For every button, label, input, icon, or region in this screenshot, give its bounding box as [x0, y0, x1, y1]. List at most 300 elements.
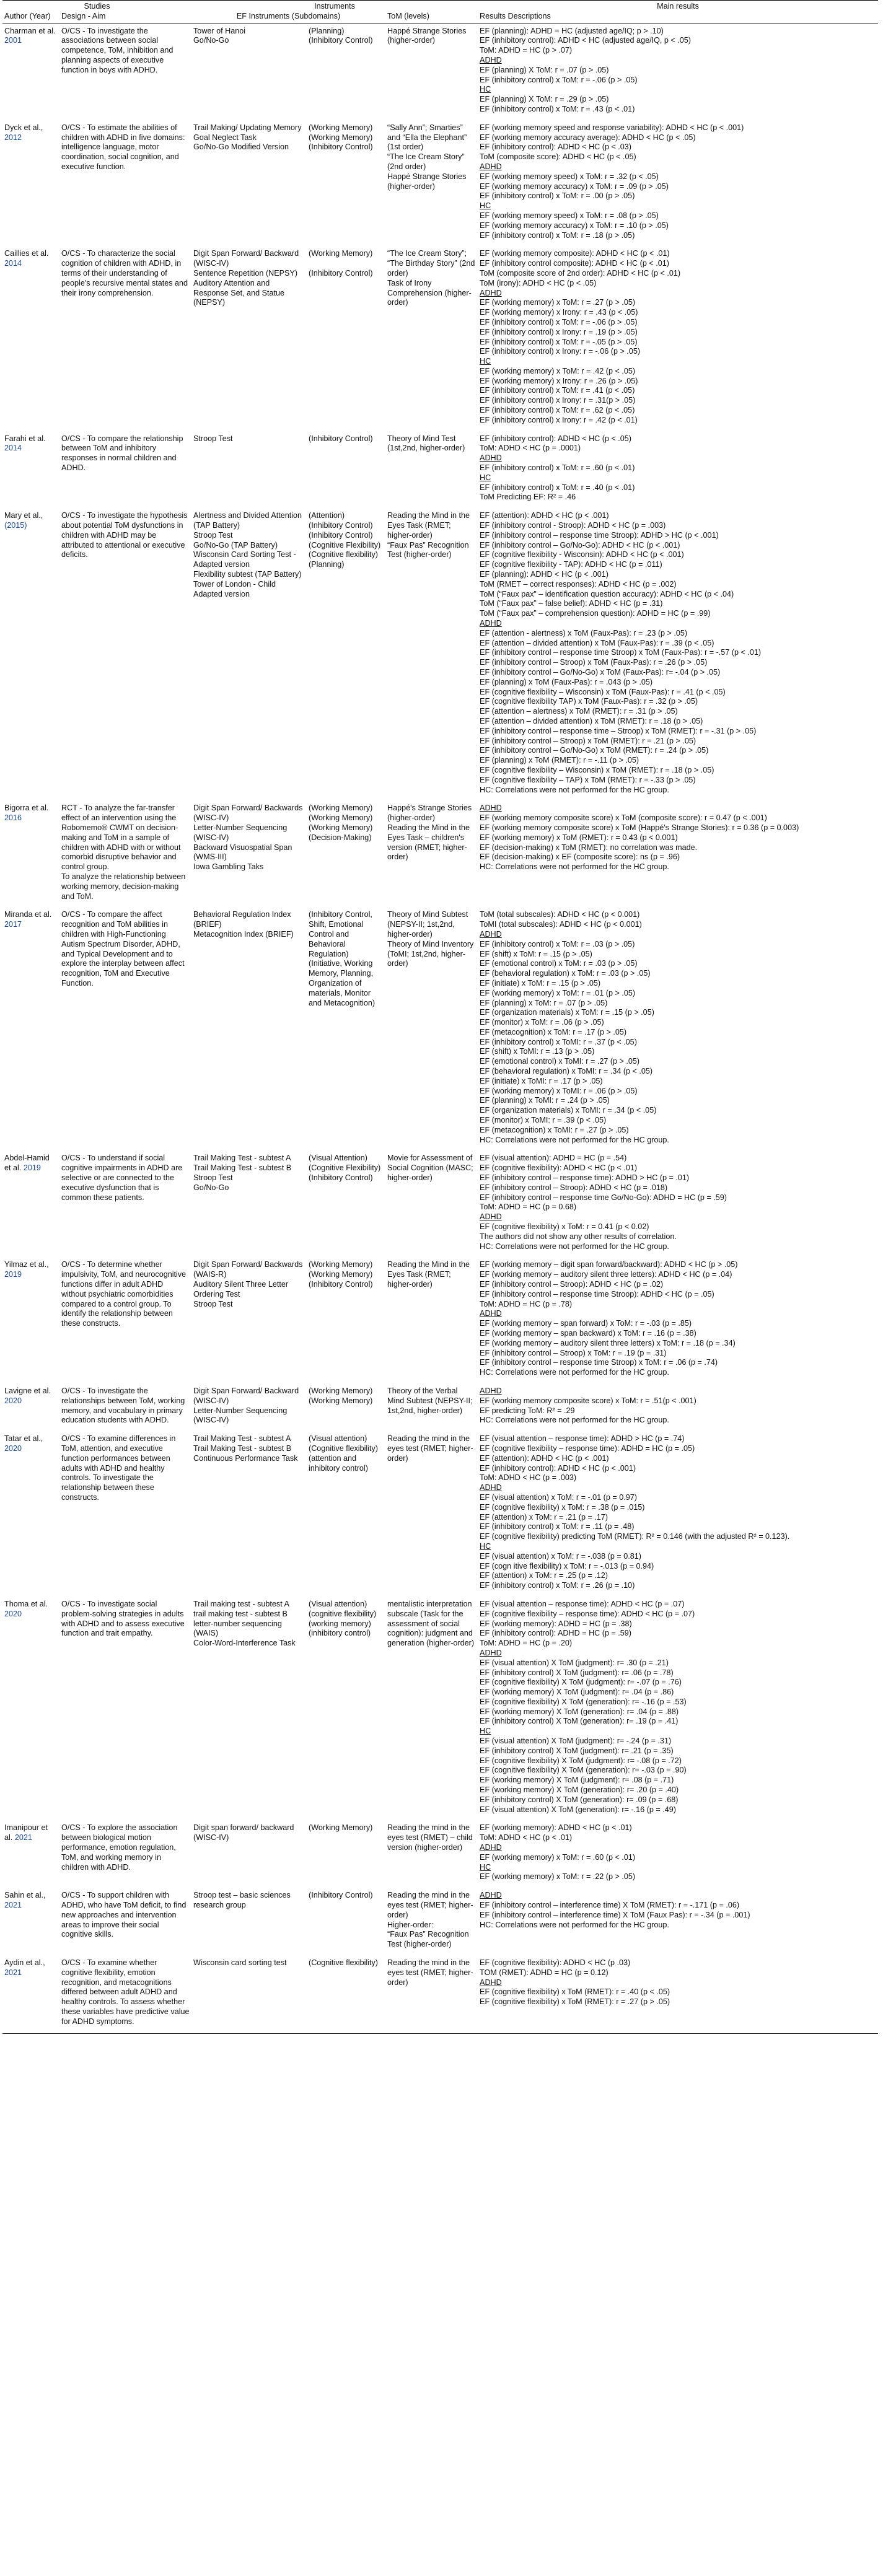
ef-instruments-cell: Digit Span Forward/ Backwards (WAIS-R) Auditory Silent Three Letter Ordering Test Stroop Test	[193, 1260, 303, 1308]
ef-subdomains-cell: (Working Memory) (Working Memory) (Inhibitory Control)	[309, 1260, 373, 1289]
tom-levels-cell: Reading the mind in the eyes test (RMET; higher-order)	[385, 1956, 478, 2033]
result-line: EF (inhibitory control): ADHD < HC (p < .001)	[480, 1463, 636, 1473]
result-line: EF (cognitive flexibility) X ToM (generation): r= -.03 (p = .90)	[480, 1766, 687, 1775]
tom-levels-cell: Happé Strange Stories (higher-order)	[387, 26, 467, 45]
tom-levels-cell: Reading the mind in the eyes test (RMET) – child version (higher-order)	[387, 1823, 473, 1852]
ef-subdomains-cell: (Working Memory) (Working Memory)	[309, 1386, 373, 1405]
result-line: EF (inhibitory control – Stroop) x ToM (Faux-Pas): r = .26 (p > .05)	[480, 658, 708, 667]
author-cell	[2, 432, 59, 509]
result-line: EF (planning) x ToMI: r = .24 (p > .05)	[480, 1096, 610, 1105]
group-label: ADHD	[480, 453, 502, 463]
result-line: EF (initiate) x ToM: r = .15 (p > .05)	[480, 978, 601, 988]
author-year-link[interactable]: 2021	[14, 1833, 32, 1842]
ef-instruments-cell: Trail making test - subtest A trail making test - subtest B letter-number sequencing (WAIS) Color-Word-Interference Task	[193, 1599, 296, 1648]
ef-subdomains-cell: (Visual attention) (Cognitive flexibility) (attention and inhibitory control)	[309, 1434, 378, 1473]
ef-subdomains-cell: (Working Memory)	[309, 1823, 373, 1833]
result-line: EF (working memory) x ToM: r = .42 (p < .05)	[480, 366, 636, 375]
author-cell	[2, 1258, 59, 1384]
group-label: HC	[480, 357, 491, 366]
ef-instruments-cell: Trail Making Test - subtest A Trail Making Test - subtest B Stroop Test Go/No-Go	[193, 1154, 292, 1192]
result-line: EF (inhibitory control) x Irony: r = .42 (p < .01)	[480, 415, 638, 424]
table-row	[2, 432, 878, 509]
col-author: Author (Year)	[2, 12, 59, 24]
author-cell	[2, 1597, 59, 1821]
result-line: EF (attention) x ToM: r = .25 (p = .12)	[480, 1571, 608, 1580]
result-line: EF (inhibitory control) x ToM: r = .00 (p > .05)	[480, 191, 635, 201]
col-design: Design - Aim	[59, 12, 191, 24]
result-line: EF (cogn itive flexibility) x ToM: r = -.013 (p = 0.94)	[480, 1561, 654, 1571]
result-line: EF (visual attention) X ToM (judgment): r= -.24 (p = .31)	[480, 1737, 672, 1746]
design-cell: O/CS - To examine whether cognitive flexibility, emotion recognition, and metacognitions differed between adult ADHD and healthy controls. To assess whether these variables have predictive value for ADHD symptoms.	[59, 1956, 191, 2033]
result-line: HC: Correlations were not performed for the HC group.	[480, 1416, 669, 1425]
ef-subdomains-cell: (Working Memory) (Working Memory) (Inhibitory Control)	[309, 123, 373, 152]
result-line: EF (cognitive flexibility) x ToM (RMET): r = .40 (p < .05)	[480, 1987, 670, 1997]
result-line: EF (inhibitory control – Stroop) x ToM (RMET): r = .21 (p > .05)	[480, 736, 696, 745]
author-name: Caillies et al.	[4, 249, 49, 258]
col-results: Results Descriptions	[478, 12, 878, 24]
result-line: EF (attention): ADHD < HC (p < .001)	[480, 1453, 609, 1463]
author-year-link[interactable]: 2014	[4, 444, 22, 453]
ef-instruments-cell: Alertness and Divided Attention (TAP Battery) Stroop Test Go/No-Go (TAP Battery) Wisconsin Card Sorting Test - Adapted version Flexibility subtest (TAP Battery) Tower of London - Child Adapted version	[193, 511, 302, 598]
table-row	[2, 1821, 878, 1888]
result-line: EF (decision-making) x ToM (RMET): no correlation was made.	[480, 843, 698, 852]
result-line: EF (working memory) X ToM (generation): r= .04 (p = .88)	[480, 1707, 679, 1716]
ef-subdomains-cell: (Inhibitory Control)	[309, 434, 373, 443]
result-line: EF (inhibitory control) X ToM (judgment): r= .06 (p = .78)	[480, 1668, 674, 1677]
results-cell	[478, 908, 878, 1151]
result-line: EF (organization materials) x ToMI: r = .34 (p < .05)	[480, 1106, 657, 1115]
result-line: EF (inhibitory control) x ToM: r = .18 (p > .05)	[480, 230, 635, 240]
author-name: Thoma et al.	[4, 1599, 48, 1608]
ef-instruments-cell: Stroop test – basic sciences research group	[193, 1891, 291, 1910]
ef-instruments-cell: Stroop Test	[193, 434, 233, 443]
result-line: ToM (“Faux pax” – comprehension question): ADHD = HC (p = .99)	[480, 609, 711, 618]
results-cell	[478, 1597, 878, 1821]
ef-subdomains-cell: (Cognitive flexibility)	[307, 1956, 385, 2033]
group-label: ADHD	[480, 1386, 502, 1395]
author-cell	[2, 121, 59, 247]
result-line: EF (inhibitory control) x ToM: r = .60 (p < .01)	[480, 463, 635, 473]
results-cell	[478, 801, 878, 908]
design-cell: O/CS - To investigate the relationships between ToM, working memory, and vocabulary in primary education students with ADHD.	[61, 1386, 185, 1425]
author-name: Aydin et al.,	[4, 1958, 45, 1968]
results-cell	[478, 121, 878, 247]
result-line: EF (shift) x ToMI: r = .13 (p > .05)	[480, 1047, 595, 1056]
results-table	[2, 0, 878, 2034]
author-year-link[interactable]: 2020	[4, 1396, 22, 1405]
result-line: EF (working memory composite score) x ToM: r = .51(p < .001)	[480, 1396, 696, 1405]
author-year-link[interactable]: 2020	[4, 1609, 22, 1618]
col-tom: ToM (levels)	[385, 12, 478, 24]
author-cell	[2, 1956, 59, 2033]
group-label: HC	[480, 1862, 491, 1872]
result-line: EF (inhibitory control – response time – Stroop) x ToM (RMET): r = -.31 (p > .05)	[480, 726, 757, 735]
result-line: The authors did not show any other results of correlation.	[480, 1232, 677, 1241]
table-row	[2, 247, 878, 431]
table-row	[2, 24, 878, 121]
result-line: EF (shift) x ToM: r = .15 (p > .05)	[480, 949, 592, 958]
result-line: HC: Correlations were not performed for the HC group.	[480, 1920, 669, 1929]
tom-levels-cell: Theory of Mind Test (1st,2nd, higher-order)	[387, 434, 465, 453]
design-cell: O/CS - To explore the association between biological motion performance, emotion regulation, ToM, and working memory in children with ADHD.	[61, 1823, 178, 1872]
author-name: Lavigne et al.	[4, 1386, 51, 1395]
design-cell: O/CS - To investigate social problem-solving strategies in adults with ADHD and to assess executive function and trait empathy.	[61, 1599, 185, 1638]
result-line: EF (inhibitory control) X ToM (generation): r= .09 (p = .68)	[480, 1795, 679, 1804]
tom-levels-cell: mentalistic interpretation subscale (Task for the assessment of social cognition): judgment and generation (higher-order)	[387, 1599, 475, 1648]
author-name: Farahi et al.	[4, 434, 46, 443]
result-line: HC: Correlations were not performed for the HC group.	[480, 1242, 669, 1251]
table-row	[2, 908, 878, 1151]
result-line: EF (working memory accuracy) x ToM: r = .10 (p > .05)	[480, 221, 669, 230]
table-row	[2, 1956, 878, 2033]
table-row	[2, 1888, 878, 1956]
design-cell: O/CS - To support children with ADHD, who have ToM deficit, to find new approaches and intervention areas to improve their social cognitive skills.	[61, 1891, 187, 1939]
ef-instruments-cell: Digit Span Forward/ Backward (WISC-IV) Sentence Repetition (NEPSY) Auditory Attention and Response Set, and Statue (NEPSY)	[193, 249, 299, 307]
result-line: EF (inhibitory control – Go/No-Go) x ToM (RMET): r = .24 (p > .05)	[480, 746, 709, 755]
result-line: ToM (“Faux pax” – false belief): ADHD < HC (p = .31)	[480, 599, 663, 608]
design-cell: RCT - To analyze the far-transfer effect of an intervention using the Robomemo® CWMT on decision-making and ToM in a sample of children with ADHD with or without comorbid disruptive behavior and control group. To analyze the relationship between working memory, decision-making and ToM.	[61, 804, 186, 901]
result-line: EF (visual attention) x ToM: r = -.01 (p = 0.97)	[480, 1492, 637, 1502]
group-label: ADHD	[480, 1309, 502, 1318]
tom-levels-cell: “The Ice Cream Story”; “The Birthday Story” (2nd order) Task of Irony Comprehension (higher-order)	[387, 249, 475, 307]
author-year-link[interactable]: 2021	[4, 1901, 22, 1910]
result-line: EF (inhibitory control) x ToMI: r = .37 (p < .05)	[480, 1037, 637, 1046]
result-line: EF (planning): ADHD = HC (adjusted age/IQ; p > .10)	[480, 26, 664, 35]
result-line: EF (emotional control) x ToM: r = .03 (p > .05)	[480, 959, 638, 968]
result-line: EF (inhibitory control – response time Stroop) x ToM (Faux-Pas): r = -.57 (p < .01)	[480, 648, 762, 657]
author-name: Bigorra et al.	[4, 804, 49, 813]
group-label: ADHD	[480, 1648, 502, 1657]
design-cell: O/CS - To compare the affect recognition and ToM abilities in children with High-Functioning Autism Spectrum Disorder, ADHD, and Typical Development and to explore the interplay between affect recognition, ToM and Executive Function.	[61, 910, 185, 988]
result-line: EF (metacognition) x ToM: r = .17 (p > .05)	[480, 1027, 627, 1036]
tom-levels-cell: Movie for Assessment of Social Cognition (MASC; higher-order)	[387, 1154, 473, 1183]
result-line: EF (working memory) X ToM (generation): r= .20 (p = .40)	[480, 1785, 679, 1795]
result-line: ToM: ADHD = HC (p = 0.68)	[480, 1203, 577, 1212]
group-header-row	[2, 1, 878, 12]
result-line: EF predicting ToM: R² = .29	[480, 1406, 575, 1415]
result-line: EF (inhibitory control - Stroop): ADHD < HC (p = .003)	[480, 521, 666, 530]
tom-levels-cell: Theory of Mind Subtest (NEPSY-II; 1st,2nd, higher-order) Theory of Mind Inventory (ToMI; 1st,2nd, higher-order)	[387, 910, 474, 968]
author-year-link[interactable]: 2014	[4, 259, 22, 268]
result-line: EF (cognitive flexibility – Wisconsin) x ToM (Faux-Pas): r = .41 (p < .05)	[480, 687, 726, 696]
design-cell: O/CS - To understand if social cognitive impairments in ADHD are selective or are connected to the executive dysfunction that is common these patients.	[61, 1154, 183, 1202]
author-year-link[interactable]: 2021	[4, 1968, 22, 1977]
result-line: EF (inhibitory control) x Irony: r = -.06 (p > .05)	[480, 347, 641, 356]
ef-instruments-cell: Wisconsin card sorting test	[191, 1956, 307, 2033]
ef-subdomains-cell: (Inhibitory Control)	[309, 1891, 373, 1900]
group-label: ADHD	[480, 162, 502, 171]
result-line: EF (inhibitory control): ADHD < HC (p < .03)	[480, 142, 632, 152]
table-row	[2, 1432, 878, 1597]
result-line: EF (working memory): ADHD = HC (p = .38)	[480, 1619, 632, 1628]
result-line: EF (working memory accuracy average): ADHD < HC (p < .05)	[480, 133, 696, 142]
result-line: EF (attention – alertness) x ToM (RMET): r = .31 (p > .05)	[480, 707, 678, 716]
result-line: EF (planning) X ToM: r = .29 (p > .05)	[480, 95, 609, 104]
result-line: EF (working memory) X ToM (judgment): r= .08 (p = .71)	[480, 1776, 674, 1785]
results-cell	[478, 247, 878, 431]
result-line: EF (inhibitory control – Go/No-Go): ADHD < HC (p < .001)	[480, 540, 680, 550]
result-line: EF (working memory composite score) x ToM (composite score): r = 0.47 (p < .001)	[480, 813, 767, 823]
author-cell	[2, 1151, 59, 1258]
group-label: ADHD	[480, 619, 502, 628]
result-line: EF (working memory speed) x ToM: r = .32 (p < .05)	[480, 172, 659, 181]
author-name: Yilmaz et al.,	[4, 1260, 49, 1269]
result-line: EF (visual attention) x ToM: r = -.038 (p = 0.81)	[480, 1551, 641, 1561]
author-cell	[2, 24, 59, 121]
result-line: EF (cognitive flexibility) x ToM (RMET): r = .27 (p > .05)	[480, 1997, 670, 2007]
group-label: ADHD	[480, 1843, 502, 1852]
ef-subdomains-cell: (Visual attention) (cognitive flexibility) (working memory) (inhibitory control)	[309, 1599, 377, 1638]
group-label: ADHD	[480, 1483, 502, 1492]
result-line: EF (organization materials) x ToM: r = .15 (p > .05)	[480, 1008, 654, 1017]
result-line: EF (inhibitory control) x ToM: r = .11 (p = .48)	[480, 1522, 635, 1531]
tom-levels-cell: Reading the mind in the eyes test (RMET; higher-order)	[387, 1434, 473, 1463]
author-year-link[interactable]: 2019	[23, 1163, 41, 1173]
column-header-row	[2, 12, 878, 24]
result-line: EF (planning) x ToM: r = .07 (p > .05)	[480, 998, 608, 1007]
author-name: Imanipour et al.	[4, 1823, 48, 1842]
group-label: HC	[480, 1727, 491, 1736]
ef-subdomains-cell: (Attention) (Inhibitory Control) (Inhibitory Control) (Cognitive Flexibility) (Cognitive flexibility) (Planning)	[309, 511, 381, 569]
result-line: ToM: ADHD < HC (p < .01)	[480, 1833, 573, 1842]
table-body	[2, 24, 878, 2033]
author-name: Sahin et al.,	[4, 1891, 46, 1900]
results-cell	[478, 1151, 878, 1258]
result-line: EF (working memory – digit span forward/backward): ADHD < HC (p > .05)	[480, 1260, 738, 1269]
result-line: EF (attention) x ToM: r = .21 (p = .17)	[480, 1512, 608, 1522]
result-line: EF (visual attention) X ToM (generation): r= -.16 (p = .49)	[480, 1805, 676, 1814]
author-year-link[interactable]: 2017	[4, 920, 22, 929]
result-line: ToM Predicting EF: R² = .46	[480, 493, 576, 502]
results-cell	[478, 509, 878, 801]
results-cell	[478, 1384, 878, 1432]
author-year-link[interactable]: 2012	[4, 133, 22, 142]
results-cell	[478, 432, 878, 509]
result-line: EF (inhibitory control) x ToM: r = -.06 (p > .05)	[480, 317, 638, 326]
result-line: EF (metacognition) x ToMI: r = .27 (p > .05)	[480, 1125, 629, 1134]
ef-instruments-cell: Trail Making Test - subtest A Trail Making Test - subtest B Continuous Performance Task	[193, 1434, 298, 1463]
table-row	[2, 1258, 878, 1384]
result-line: ToM: ADHD < HC (p = .0001)	[480, 444, 581, 453]
group-label: HC	[480, 85, 491, 94]
result-line: EF (working memory): ADHD < HC (p < .01)	[480, 1823, 632, 1833]
result-line: EF (cognitive flexibility): ADHD < HC (p .03)	[480, 1958, 631, 1968]
group-studies: Studies	[2, 1, 191, 12]
result-line: ToM: ADHD = HC (p = .20)	[480, 1639, 573, 1648]
result-line: EF (inhibitory control) x Irony: r = .19 (p > .05)	[480, 327, 638, 336]
result-line: ToM: ADHD = HC (p > .07)	[480, 46, 573, 55]
result-line: ToM (irony): ADHD < HC (p < .05)	[480, 278, 597, 287]
result-line: EF (cognitive flexibility) X ToM (judgment): r= -.07 (p = .76)	[480, 1678, 682, 1687]
group-label: ADHD	[480, 929, 502, 939]
result-line: EF (attention - alertness) x ToM (Faux-Pas): r = .23 (p > .05)	[480, 628, 688, 637]
table-row	[2, 1151, 878, 1258]
result-line: EF (working memory speed and response variability): ADHD < HC (p < .001)	[480, 123, 744, 132]
ef-instruments-cell: Tower of Hanoi Go/No-Go	[193, 26, 246, 45]
table-row	[2, 1597, 878, 1821]
result-line: EF (cognitive flexibility – response time): ADHD < HC (p = .07)	[480, 1609, 695, 1618]
result-line: EF (cognitive flexibility): ADHD < HC (p < .01)	[480, 1163, 638, 1173]
result-line: ToM (RMET – correct responses): ADHD < HC (p = .002)	[480, 579, 677, 589]
result-line: EF (working memory) x ToM (RMET): r = 0.43 (p < 0.001)	[480, 833, 678, 842]
author-name: Abdel-Hamid et al.	[4, 1154, 50, 1173]
result-line: EF (working memory composite score) x ToM (Happé's Strange Stories): r = 0.36 (p = 0.003)	[480, 823, 799, 832]
result-line: EF (cognitive flexibility) x ToM: r = 0.41 (p < 0.02)	[480, 1222, 649, 1232]
author-name: Tatar et al.,	[4, 1434, 43, 1444]
result-line: EF (inhibitory control) x ToM: r = .43 (p < .01)	[480, 104, 635, 113]
result-line: ToM: ADHD = HC (p = .78)	[480, 1299, 573, 1308]
result-line: EF (inhibitory control – response time): ADHD > HC (p = .01)	[480, 1173, 690, 1183]
group-label: ADHD	[480, 1978, 502, 1987]
result-line: TOM (RMET): ADHD = HC (p = 0.12)	[480, 1968, 608, 1977]
author-year-link[interactable]: 2016	[4, 813, 22, 823]
result-line: EF (inhibitory control – response time Stroop): ADHD > HC (p < .001)	[480, 530, 719, 540]
result-line: EF (inhibitory control) x ToM: r = .26 (p = .10)	[480, 1581, 635, 1590]
result-line: EF (working memory) x Irony: r = .26 (p > .05)	[480, 376, 638, 385]
design-cell: O/CS - To characterize the social cognition of children with ADHD, in terms of their understanding of people's recursive mental states and their irony comprehension.	[61, 249, 188, 297]
result-line: EF (inhibitory control – Go/No-Go) x ToM (Faux-Pas): r= -.04 (p > .05)	[480, 668, 721, 677]
result-line: EF (working memory) x ToM: r = .60 (p < .01)	[480, 1852, 636, 1862]
ef-subdomains-cell: (Inhibitory Control, Shift, Emotional Control and Behavioral Regulation) (Initiative, Working Memory, Planning, Organization of materials, Monitor and Metacognition)	[309, 910, 376, 1007]
result-line: EF (inhibitory control – response time Stroop) x ToM: r = .06 (p = .74)	[480, 1358, 718, 1367]
table-row	[2, 509, 878, 801]
author-cell	[2, 1821, 59, 1888]
results-cell	[478, 1432, 878, 1597]
result-line: EF (inhibitory control) x ToM: r = -.06 (p > .05)	[480, 75, 638, 84]
design-cell: O/CS - To examine differences in ToM, attention, and executive function performances between adults with ADHD and healthy controls. To investigate the relationship between these constructs.	[61, 1434, 176, 1502]
result-line: EF (inhibitory control composite): ADHD < HC (p < .01)	[480, 259, 669, 268]
result-line: EF (behavioral regulation) x ToM: r = .03 (p > .05)	[480, 969, 651, 978]
result-line: HC: Correlations were not performed for the HC group.	[480, 785, 669, 794]
result-line: EF (inhibitory control): ADHD < HC (p < .05)	[480, 434, 632, 443]
result-line: EF (cognitive flexibility - Wisconsin): ADHD < HC (p < .001)	[480, 550, 684, 559]
result-line: EF (working memory – span backward) x ToM: r = .16 (p = .38)	[480, 1329, 696, 1338]
group-label: ADHD	[480, 55, 502, 64]
result-line: ToM (composite score): ADHD < HC (p < .05)	[480, 152, 636, 162]
result-line: EF (planning): ADHD < HC (p < .001)	[480, 570, 608, 579]
author-year-link[interactable]: 2019	[4, 1270, 22, 1279]
tom-levels-cell: Reading the Mind in the Eyes Task (RMET; higher-order) “Faux Pas” Recognition Test (higher-order)	[387, 511, 470, 559]
result-line: EF (cognitive flexibility) X ToM (judgment): r= -.08 (p = .72)	[480, 1756, 682, 1765]
ef-instruments-cell: Behavioral Regulation Index (BRIEF) Metacognition Index (BRIEF)	[193, 910, 294, 939]
author-cell	[2, 509, 59, 801]
design-cell: O/CS - To estimate the abilities of children with ADHD in five domains: intelligence language, motor coordination, social cognition, and executive function.	[61, 123, 185, 171]
result-line: EF (cognitive flexibility TAP) x ToM (Faux-Pas): r = .32 (p > .05)	[480, 697, 698, 706]
result-line: EF (planning) x ToM (Faux-Pas): r = .043 (p > .05)	[480, 677, 653, 686]
result-line: EF (inhibitory control – response time Stroop): ADHD < HC (p = .05)	[480, 1289, 714, 1299]
group-main-results: Main results	[478, 1, 878, 12]
result-line: EF (working memory composite): ADHD < HC (p < .01)	[480, 249, 670, 258]
result-line: EF (inhibitory control – Stroop) x ToM: r = .19 (p = .31)	[480, 1348, 667, 1357]
design-cell: O/CS - To compare the relationship between ToM and inhibitory responses in normal children and ADHD.	[61, 434, 183, 473]
results-cell	[478, 1888, 878, 1956]
design-cell: O/CS - To determine whether impulsivity, ToM, and neurocognitive functions differ in adult ADHD without psychiatric comorbidities compared to a control group. To identify the relationship between these constructs.	[61, 1260, 187, 1328]
group-label: ADHD	[480, 804, 502, 813]
result-line: ToM (“Faux pax” – identification question accuracy): ADHD < HC (p < .04)	[480, 589, 734, 598]
result-line: ToM (composite score of 2nd order): ADHD < HC (p < .01)	[480, 268, 681, 278]
ef-instruments-cell: Digit Span Forward/ Backwards (WISC-IV) Letter-Number Sequencing (WISC-IV) Backward Visuospatial Span (WMS-III) Iowa Gambling Taks	[193, 804, 303, 872]
result-line: EF (inhibitory control) x ToM: r = .40 (p < .01)	[480, 483, 635, 492]
author-cell	[2, 908, 59, 1151]
result-line: EF (inhibitory control) x ToM: r = .41 (p < .05)	[480, 386, 635, 395]
result-line: EF (visual attention – response time): ADHD > HC (p = .74)	[480, 1434, 685, 1444]
result-line: EF (decision-making) x EF (composite score): ns (p = .96)	[480, 852, 680, 862]
result-line: EF (working memory) x ToM: r = .27 (p > .05)	[480, 298, 636, 307]
result-line: HC: Correlations were not performed for the HC group.	[480, 862, 669, 872]
result-line: EF (working memory accuracy) x ToM: r = .09 (p > .05)	[480, 182, 669, 191]
group-label: HC	[480, 473, 491, 482]
result-line: EF (behavioral regulation) x ToMI: r = .34 (p < .05)	[480, 1067, 653, 1076]
group-label: ADHD	[480, 288, 502, 297]
result-line: EF (emotional control) x ToMI: r = .27 (p > .05)	[480, 1057, 640, 1066]
author-cell	[2, 247, 59, 431]
result-line: EF (cognitive flexibility – Wisconsin) x ToM (RMET): r = .18 (p > .05)	[480, 765, 714, 774]
ef-instruments-cell: Digit Span Forward/ Backward (WISC-IV) Letter-Number Sequencing (WISC-IV)	[193, 1386, 299, 1425]
result-line: EF (cognitive flexibility) x ToM: r = .38 (p = .015)	[480, 1502, 645, 1512]
result-line: HC: Correlations were not performed for the HC group.	[480, 1135, 669, 1144]
result-line: EF (inhibitory control – interference time) X ToM (RMET): r = -.171 (p = .06)	[480, 1901, 740, 1910]
result-line: EF (inhibitory control) x ToM: r = .03 (p > .05)	[480, 939, 635, 948]
result-line: EF (working memory) x ToM: r = .01 (p > .05)	[480, 988, 636, 997]
author-cell	[2, 1888, 59, 1956]
results-cell	[478, 1956, 878, 2033]
ef-instruments-cell: Trail Making/ Updating Memory Goal Neglect Task Go/No-Go Modified Version	[193, 123, 302, 152]
author-name: Mary et al.,	[4, 511, 43, 520]
result-line: EF (inhibitory control) x ToM: r = -.05 (p > .05)	[480, 337, 638, 346]
author-year-link[interactable]: (2015)	[4, 521, 27, 530]
result-line: ToM: ADHD < HC (p = .003)	[480, 1473, 577, 1483]
group-label: ADHD	[480, 1212, 502, 1222]
result-line: EF (working memory) x Irony: r = .43 (p < .05)	[480, 308, 638, 317]
result-line: EF (inhibitory control) x ToM: r = .62 (p < .05)	[480, 406, 635, 415]
ef-subdomains-cell: (Planning) (Inhibitory Control)	[309, 26, 373, 45]
ef-subdomains-cell: (Working Memory) (Inhibitory Control)	[309, 249, 373, 278]
result-line: EF (attention – divided attention) x ToM (Faux-Pas): r = .39 (p < .05)	[480, 638, 714, 647]
result-line: EF (inhibitory control) X ToM (generation): r= .19 (p = .41)	[480, 1717, 679, 1726]
table-row	[2, 121, 878, 247]
result-line: EF (monitor) x ToMI: r = .39 (p < .05)	[480, 1116, 607, 1125]
ef-instruments-cell: Digit span forward/ backward (WISC-IV)	[193, 1823, 294, 1842]
result-line: EF (working memory) x ToM: r = .22 (p > .05)	[480, 1872, 636, 1882]
result-line: EF (visual attention) X ToM (judgment): r= .30 (p = .21)	[480, 1658, 669, 1667]
author-cell	[2, 1432, 59, 1597]
tom-levels-cell: Happé's Strange Stories (higher-order) Reading the Mind in the Eyes Task – children's version (RMET; higher-order)	[387, 804, 472, 862]
result-line: EF (planning) x ToM (RMET): r = -.11 (p > .05)	[480, 756, 639, 765]
author-name: Dyck et al.,	[4, 123, 43, 132]
author-year-link[interactable]: 2020	[4, 1444, 22, 1453]
result-line: EF (attention): ADHD < HC (p < .001)	[480, 511, 609, 520]
author-year-link[interactable]: 2001	[4, 36, 22, 45]
group-label: ADHD	[480, 1891, 502, 1900]
author-cell	[2, 1384, 59, 1432]
author-name: Miranda et al.	[4, 910, 52, 919]
result-line: EF (working memory) x ToMI: r = .06 (p > .05)	[480, 1086, 638, 1095]
result-line: EF (cognitive flexibility – TAP) x ToM (RMET): r = -.33 (p > .05)	[480, 775, 696, 784]
result-line: EF (inhibitory control – Stroop): ADHD < HC (p = .02)	[480, 1280, 664, 1289]
result-line: ToMI (total subscales): ADHD < HC (p < 0.001)	[480, 920, 642, 929]
col-ef: EF Instruments (Subdomains)	[191, 12, 385, 24]
result-line: EF (working memory – auditory silent three letters): ADHD < HC (p = .04)	[480, 1270, 732, 1279]
result-line: EF (working memory – auditory silent three letters) x ToM: r = .18 (p = .34)	[480, 1338, 736, 1347]
result-line: EF (visual attention – response time): ADHD < HC (p = .07)	[480, 1599, 685, 1608]
tom-levels-cell: Theory of the Verbal Mind Subtest (NEPSY-II; 1st,2nd, higher-order)	[387, 1386, 473, 1415]
result-line: EF (inhibitory control): ADHD < HC (adjusted age/IQ, p < .05)	[480, 36, 691, 45]
result-line: EF (cognitive flexibility) X ToM (generation): r= -.16 (p = .53)	[480, 1697, 687, 1706]
result-line: EF (inhibitory control – response time Go/No-Go): ADHD = HC (p = .59)	[480, 1193, 727, 1202]
result-line: EF (cognitive flexibility) predicting ToM (RMET): R² = 0.146 (with the adjusted R² = 0.123).	[480, 1532, 790, 1541]
result-line: EF (working memory – span forward) x ToM: r = -.03 (p = .85)	[480, 1319, 692, 1328]
tom-levels-cell: “Sally Ann”; Smarties” and “Ella the Elephant” (1st order) “The Ice Cream Story” (2nd order) Happé Strange Stories (higher-order)	[387, 123, 467, 191]
